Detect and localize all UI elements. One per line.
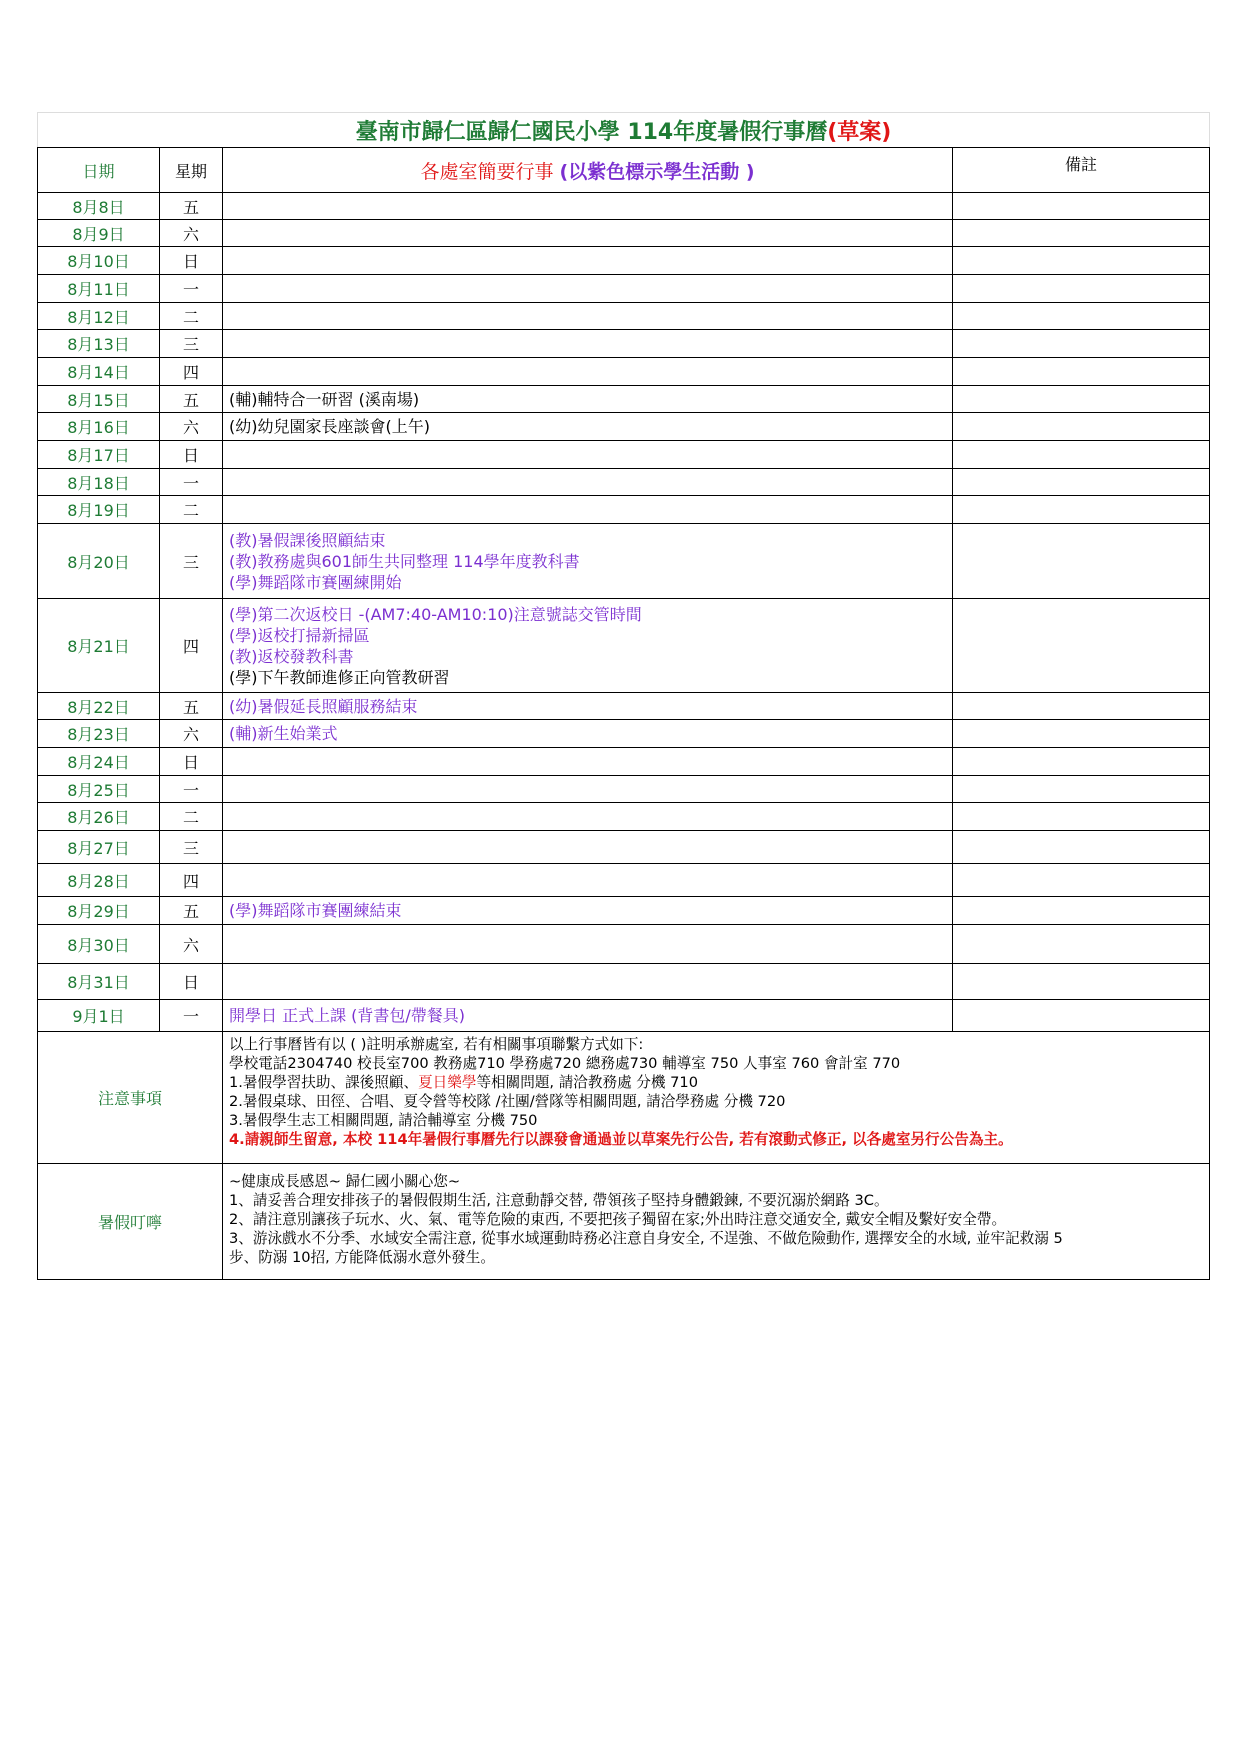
event-item: (教)教務處與601師生共同整理 114學年度教科書 — [229, 551, 580, 571]
remarks-cell — [953, 220, 1210, 247]
table-row — [38, 358, 1210, 386]
event-item: (學)舞蹈隊市賽團練結束 — [229, 901, 402, 920]
remarks-cell — [953, 864, 1210, 897]
weekday-cell: 六 — [160, 220, 223, 247]
remarks-cell — [953, 247, 1210, 275]
events-cell — [223, 1000, 953, 1032]
weekday-cell: 日 — [160, 441, 223, 469]
reminder-line: 1、請妥善合理安排孩子的暑假假期生活, 注意動靜交替, 帶領孩子堅持身體鍛鍊, 不要沉溺於網路 3C。 — [229, 1192, 889, 1209]
events-cell — [223, 524, 953, 599]
title-cell — [38, 113, 1210, 148]
weekday-cell: 五 — [160, 386, 223, 413]
event-item: (幼)暑假延長照顧服務結束 — [229, 696, 418, 716]
weekday-cell: 五 — [160, 897, 223, 925]
header-events-note: (以紫色標示學生活動 ) — [559, 160, 755, 183]
reminders-label: 暑假叮嚀 — [38, 1164, 223, 1280]
events-cell — [223, 925, 953, 964]
header-remarks: 備註 — [953, 148, 1210, 193]
table-row — [38, 247, 1210, 275]
event-item: (學)舞蹈隊市賽團練開始 — [229, 572, 402, 592]
weekday-cell: 四 — [160, 358, 223, 386]
table-row — [38, 441, 1210, 469]
event-item: 開學日 正式上課 (背書包/帶餐具) — [229, 1006, 466, 1025]
events-cell — [223, 496, 953, 524]
remarks-cell — [953, 720, 1210, 748]
reminders-row — [38, 1164, 1210, 1280]
date-cell: 8月20日 — [38, 524, 160, 599]
weekday-cell: 三 — [160, 524, 223, 599]
remarks-cell — [953, 441, 1210, 469]
event-item: (輔)輔特合一研習 (溪南場) — [229, 389, 420, 409]
events-cell — [223, 193, 953, 220]
table-row — [38, 524, 1210, 599]
weekday-cell: 六 — [160, 925, 223, 964]
notice-line: 學校電話2304740 校長室700 教務處710 學務處720 總務處730 輔導室 750 人事室 760 會計室 770 — [229, 1055, 901, 1072]
events-cell — [223, 776, 953, 803]
notice-line: 以上行事曆皆有以 ( )註明承辦處室, 若有相關事項聯繫方式如下: — [229, 1036, 644, 1053]
table-row — [38, 275, 1210, 303]
remarks-cell — [953, 193, 1210, 220]
remarks-cell — [953, 776, 1210, 803]
reminders-content — [223, 1164, 1210, 1280]
remarks-cell — [953, 330, 1210, 358]
weekday-cell: 日 — [160, 247, 223, 275]
header-events — [223, 148, 953, 193]
table-row — [38, 1000, 1210, 1032]
remarks-cell — [953, 897, 1210, 925]
notice-line: 2.暑假桌球、田徑、合唱、夏令營等校隊 /社團/營隊等相關問題, 請洽學務處 分機 720 — [229, 1093, 786, 1110]
table-row — [38, 193, 1210, 220]
date-cell: 8月26日 — [38, 803, 160, 831]
events-cell — [223, 220, 953, 247]
events-cell — [223, 441, 953, 469]
header-events-label: 各處室簡要行事 — [420, 160, 560, 183]
date-cell: 8月28日 — [38, 864, 160, 897]
date-cell: 8月12日 — [38, 303, 160, 330]
events-cell — [223, 720, 953, 748]
weekday-cell: 四 — [160, 864, 223, 897]
weekday-cell: 三 — [160, 831, 223, 864]
reminder-line: 3、游泳戲水不分季、水域安全需注意, 從事水域運動時務必注意自身安全, 不逞強、不做危險動作, 選擇安全的水域, 並牢記救溺 5 — [229, 1230, 1063, 1247]
weekday-cell: 二 — [160, 803, 223, 831]
events-cell — [223, 748, 953, 776]
weekday-cell: 日 — [160, 748, 223, 776]
table-row — [38, 776, 1210, 803]
weekday-cell: 一 — [160, 275, 223, 303]
date-cell: 8月9日 — [38, 220, 160, 247]
weekday-cell: 二 — [160, 303, 223, 330]
events-cell — [223, 413, 953, 441]
date-cell: 9月1日 — [38, 1000, 160, 1032]
header-date: 日期 — [38, 148, 160, 193]
date-cell: 8月13日 — [38, 330, 160, 358]
table-row — [38, 496, 1210, 524]
title-row — [38, 113, 1210, 148]
date-cell: 8月11日 — [38, 275, 160, 303]
notices-content — [223, 1032, 1210, 1164]
remarks-cell — [953, 803, 1210, 831]
weekday-cell: 六 — [160, 720, 223, 748]
table-row — [38, 803, 1210, 831]
date-cell: 8月31日 — [38, 964, 160, 1000]
date-cell: 8月10日 — [38, 247, 160, 275]
notice-text: 等相關問題, 請洽教務處 分機 710 — [476, 1074, 698, 1091]
table-row — [38, 330, 1210, 358]
table-row — [38, 693, 1210, 720]
date-cell: 8月29日 — [38, 897, 160, 925]
table-row — [38, 220, 1210, 247]
event-item: (教)返校發教科書 — [229, 646, 354, 666]
reminder-line: ~健康成長感恩~ 歸仁國小關心您~ — [229, 1173, 461, 1190]
events-cell — [223, 469, 953, 496]
event-item: (學)第二次返校日 -(AM7:40-AM10:10)注意號誌交管時間 — [229, 604, 642, 624]
events-cell — [223, 275, 953, 303]
table-row — [38, 897, 1210, 925]
remarks-cell — [953, 964, 1210, 1000]
notice-line — [229, 1073, 1203, 1092]
table-row — [38, 599, 1210, 693]
remarks-cell — [953, 358, 1210, 386]
event-item: (學)返校打掃新掃區 — [229, 625, 370, 645]
weekday-cell: 一 — [160, 776, 223, 803]
date-cell: 8月18日 — [38, 469, 160, 496]
weekday-cell: 一 — [160, 1000, 223, 1032]
remarks-cell — [953, 693, 1210, 720]
remarks-cell — [953, 496, 1210, 524]
events-cell — [223, 247, 953, 275]
calendar-body — [38, 113, 1210, 1280]
weekday-cell: 六 — [160, 413, 223, 441]
reminder-line: 步、防溺 10招, 方能降低溺水意外發生。 — [229, 1249, 495, 1266]
date-cell: 8月25日 — [38, 776, 160, 803]
date-cell: 8月8日 — [38, 193, 160, 220]
weekday-cell: 一 — [160, 469, 223, 496]
events-cell — [223, 693, 953, 720]
header-weekday: 星期 — [160, 148, 223, 193]
events-cell — [223, 599, 953, 693]
events-cell — [223, 831, 953, 864]
weekday-cell: 五 — [160, 693, 223, 720]
header-row — [38, 148, 1210, 193]
date-cell: 8月19日 — [38, 496, 160, 524]
table-row — [38, 469, 1210, 496]
table-row — [38, 831, 1210, 864]
date-cell: 8月17日 — [38, 441, 160, 469]
event-item: (幼)幼兒園家長座談會(上午) — [229, 417, 430, 436]
date-cell: 8月27日 — [38, 831, 160, 864]
date-cell: 8月14日 — [38, 358, 160, 386]
remarks-cell — [953, 413, 1210, 441]
weekday-cell: 四 — [160, 599, 223, 693]
remarks-cell — [953, 524, 1210, 599]
date-cell: 8月21日 — [38, 599, 160, 693]
remarks-cell — [953, 748, 1210, 776]
notice-line-important: 4.請親師生留意, 本校 114年暑假行事曆先行以課發會通過並以草案先行公告, 若有滾動式修正, 以各處室另行公告為主。 — [229, 1131, 1013, 1148]
events-cell — [223, 864, 953, 897]
events-cell — [223, 386, 953, 413]
weekday-cell: 日 — [160, 964, 223, 1000]
events-cell — [223, 303, 953, 330]
notices-label: 注意事項 — [38, 1032, 223, 1164]
date-cell: 8月30日 — [38, 925, 160, 964]
date-cell: 8月22日 — [38, 693, 160, 720]
event-item: (教)暑假課後照顧結束 — [229, 530, 386, 550]
notices-row — [38, 1032, 1210, 1164]
remarks-cell — [953, 275, 1210, 303]
notice-line: 3.暑假學生志工相關問題, 請洽輔導室 分機 750 — [229, 1112, 538, 1129]
events-cell — [223, 358, 953, 386]
remarks-cell — [953, 303, 1210, 330]
events-cell — [223, 964, 953, 1000]
table-row — [38, 720, 1210, 748]
table-row — [38, 964, 1210, 1000]
weekday-cell: 五 — [160, 193, 223, 220]
table-row — [38, 748, 1210, 776]
remarks-cell — [953, 925, 1210, 964]
weekday-cell: 二 — [160, 496, 223, 524]
events-cell — [223, 330, 953, 358]
remarks-cell — [953, 831, 1210, 864]
remarks-cell — [953, 469, 1210, 496]
table-row — [38, 386, 1210, 413]
summer-calendar-table — [37, 112, 1210, 1280]
date-cell: 8月15日 — [38, 386, 160, 413]
table-row — [38, 864, 1210, 897]
event-item: (輔)新生始業式 — [229, 724, 338, 743]
date-cell: 8月23日 — [38, 720, 160, 748]
page-title: 臺南市歸仁區歸仁國民小學 114年度暑假行事曆 — [355, 119, 828, 145]
remarks-cell — [953, 386, 1210, 413]
weekday-cell: 三 — [160, 330, 223, 358]
remarks-cell — [953, 599, 1210, 693]
reminder-line: 2、請注意別讓孩子玩水、火、氣、電等危險的東西, 不要把孩子獨留在家;外出時注意交通安全, 戴安全帽及繫好安全帶。 — [229, 1211, 1007, 1228]
table-row — [38, 413, 1210, 441]
table-row — [38, 303, 1210, 330]
events-cell — [223, 803, 953, 831]
draft-label: (草案) — [827, 119, 892, 145]
table-row — [38, 925, 1210, 964]
events-cell — [223, 897, 953, 925]
event-item: (學)下午教師進修正向管教研習 — [229, 667, 450, 687]
notice-highlight: 夏日樂學 — [418, 1074, 477, 1091]
notice-text: 1.暑假學習扶助、課後照顧、 — [229, 1074, 419, 1091]
remarks-cell — [953, 1000, 1210, 1032]
date-cell: 8月16日 — [38, 413, 160, 441]
date-cell: 8月24日 — [38, 748, 160, 776]
